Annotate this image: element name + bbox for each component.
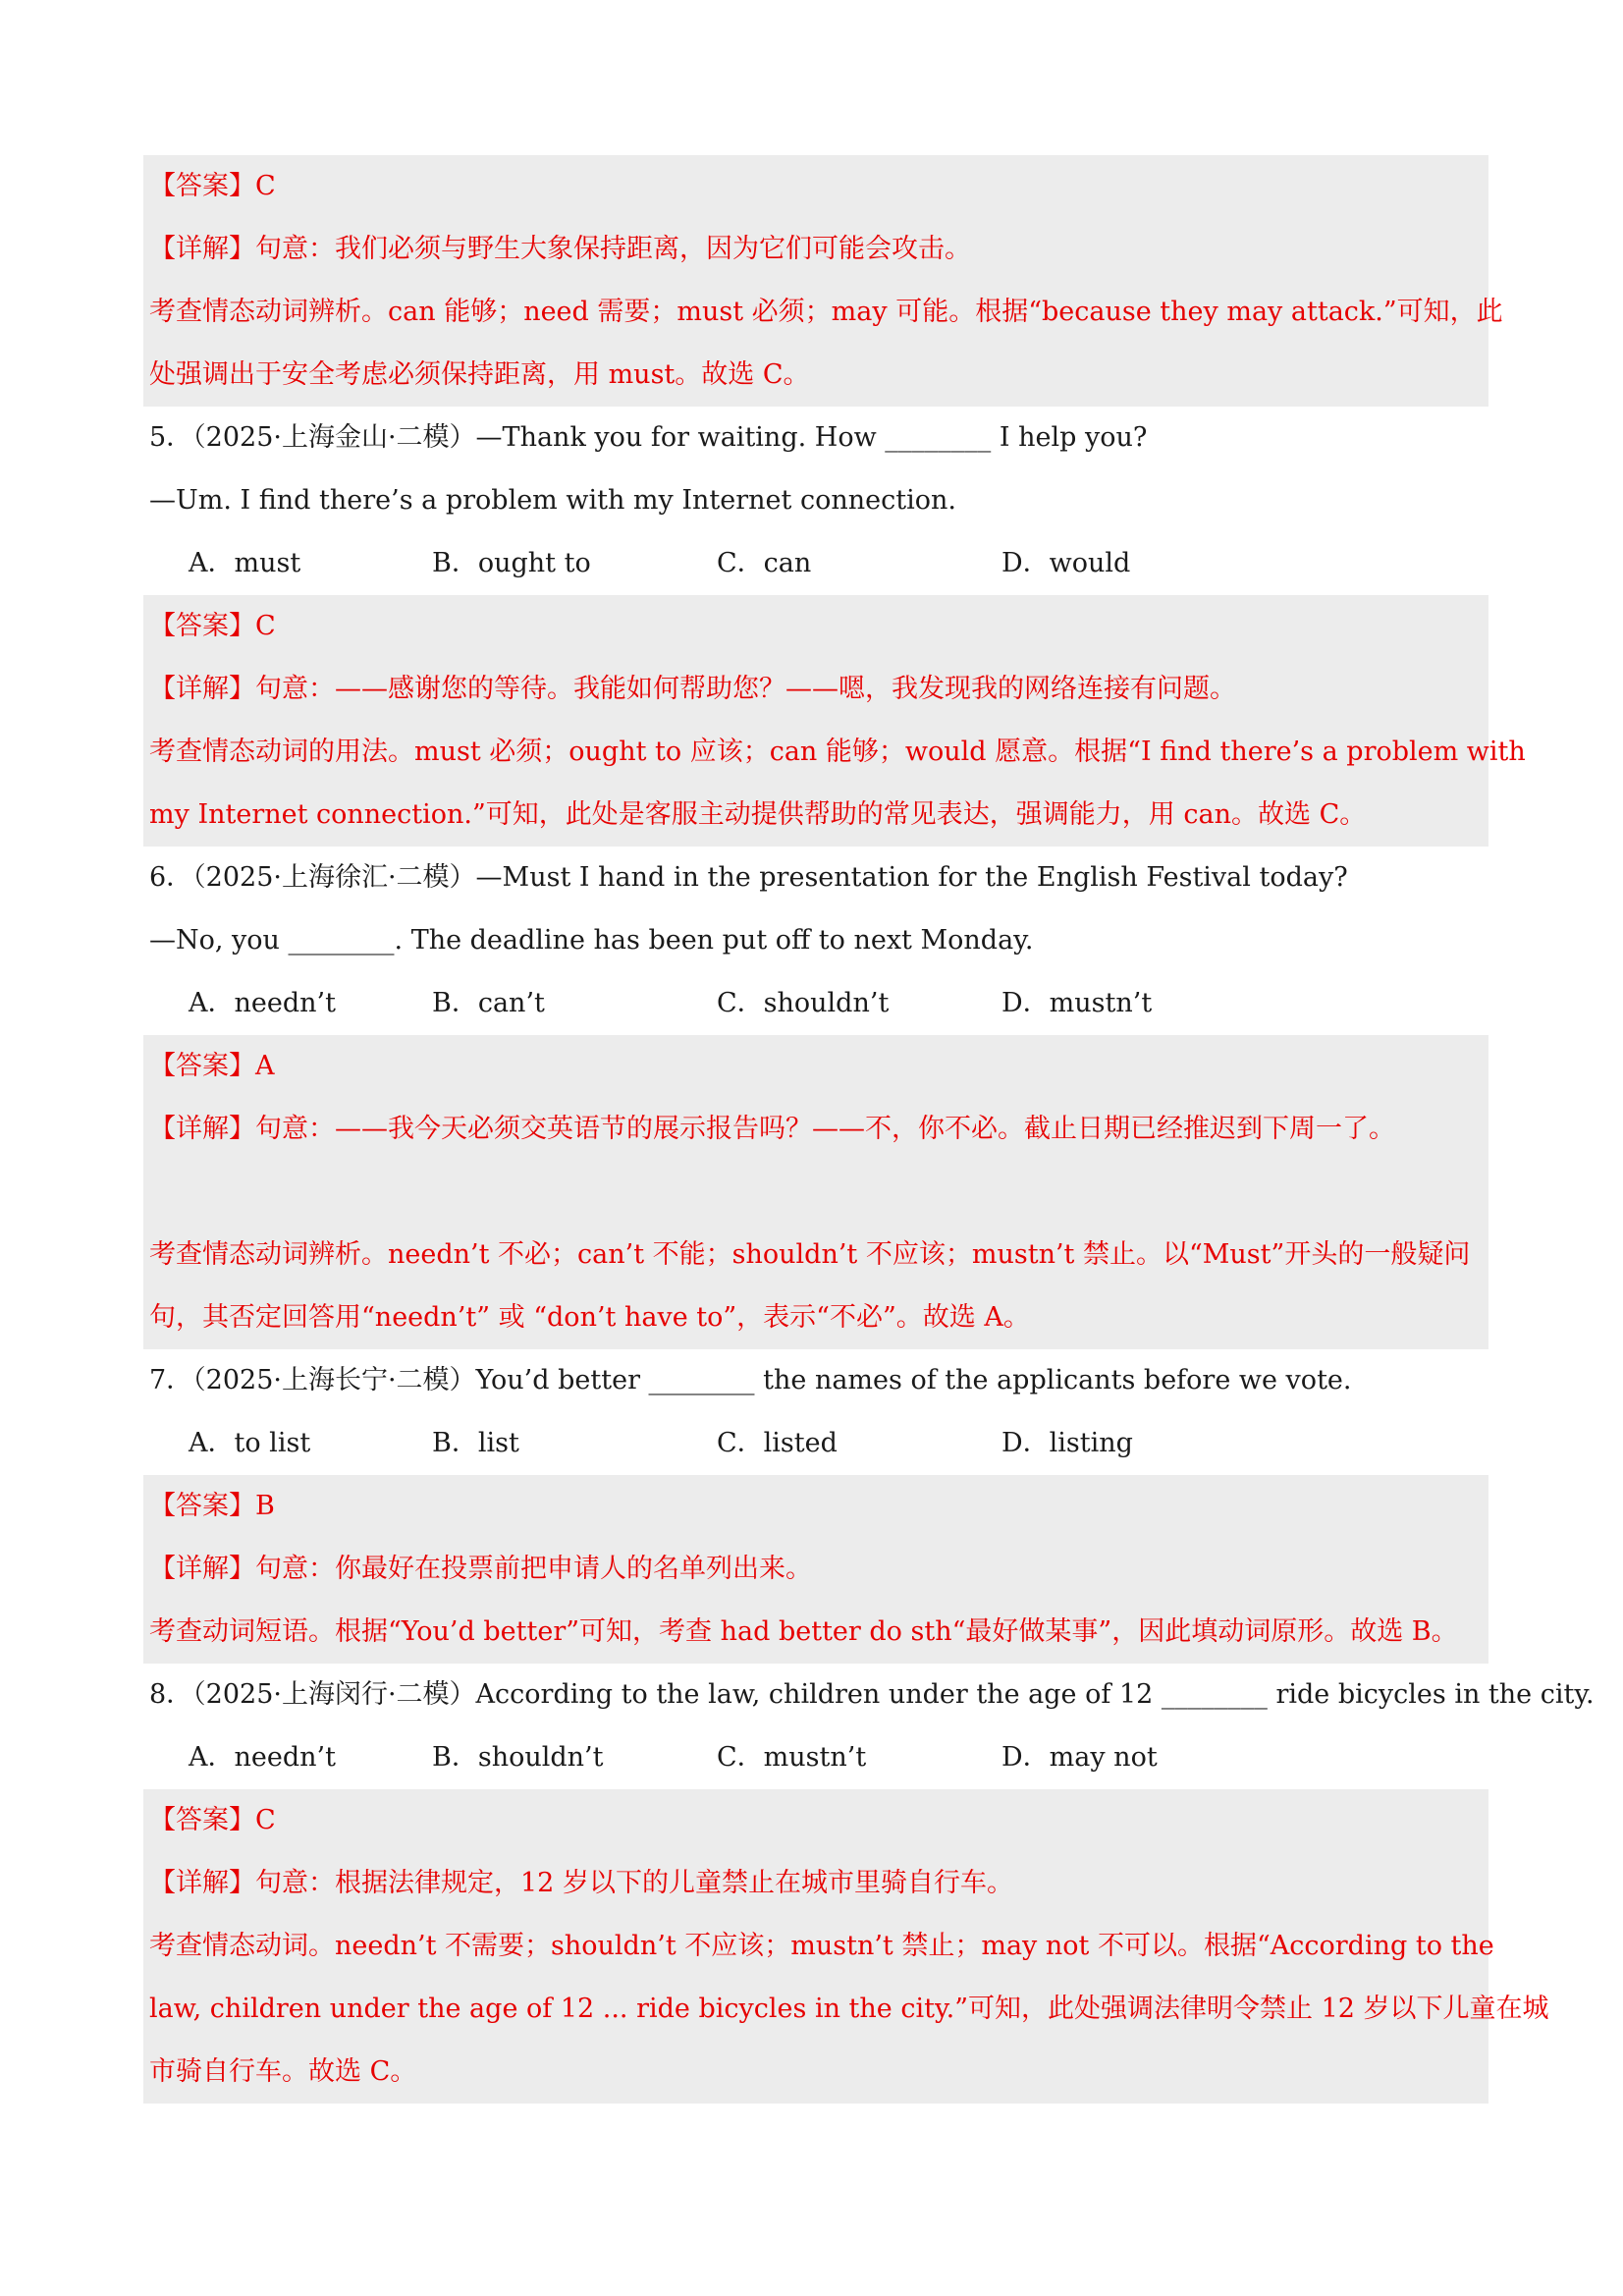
document-page (143, 155, 1595, 2104)
option-d: D．listing (1001, 1428, 1133, 1458)
analysis-text: 考查情态动词。needn’t 不需要；shouldn’t 不应该；mustn’t 禁止；may not 不可以。根据“According to the (149, 1931, 1494, 1961)
answer-box-q8 (143, 1789, 1549, 2104)
question-stem: —No, you ________. The deadline has been put off to next Monday. (149, 925, 1034, 956)
option-a: A．must (189, 548, 301, 578)
question-7 (143, 1349, 1488, 1475)
options-row (143, 1726, 1488, 1789)
question-stem: 5．（2025·上海金山·二模）—Thank you for waiting. How ________ I help you? (149, 422, 1148, 453)
answer-box-q5 (143, 595, 1526, 847)
option-b: B．can’t (432, 988, 545, 1018)
analysis-text: law, children under the age of 12 ... ride bicycles in the city.”可知，此处强调法律明令禁止 12 岁以下儿童在城 (149, 1994, 1549, 2024)
answer-label: 【答案】C (149, 171, 276, 201)
option-a: A．needn’t (189, 988, 336, 1018)
option-b: B．ought to (432, 548, 591, 578)
analysis-text: 市骑自行车。故选 C。 (149, 2056, 417, 2087)
answer-label: 【答案】C (149, 611, 276, 641)
question-stem: —Um. I find there’s a problem with my Internet connection. (149, 485, 956, 516)
options-row (143, 972, 1488, 1035)
detail-translation: 【详解】句意：我们必须与野生大象保持距离，因为它们可能会攻击。 (149, 234, 971, 264)
options-row (143, 1412, 1488, 1475)
options-row (143, 532, 1488, 595)
analysis-text: my Internet connection.”可知，此处是客服主动提供帮助的常见表达，强调能力，用 can。故选 C。 (149, 799, 1367, 830)
question-5 (143, 407, 1488, 595)
option-b: B．list (432, 1428, 519, 1458)
option-c: C．can (717, 548, 812, 578)
option-a: A．to list (189, 1428, 311, 1458)
detail-translation: 【详解】句意：——感谢您的等待。我能如何帮助您？——嗯，我发现我的网络连接有问题。 (149, 674, 1236, 704)
answer-box-q4 (143, 155, 1503, 407)
question-8 (143, 1664, 1595, 1789)
answer-box-q7 (143, 1475, 1488, 1664)
option-c: C．shouldn’t (717, 988, 890, 1018)
answer-label: 【答案】C (149, 1805, 276, 1835)
option-b: B．shouldn’t (432, 1742, 604, 1773)
answer-box-q6 (143, 1035, 1488, 1349)
detail-translation: 【详解】句意：——我今天必须交英语节的展示报告吗？——不，你不必。截止日期已经推迟到下周一了。 (149, 1114, 1395, 1144)
question-stem: 8．（2025·上海闵行·二模）According to the law, children under the age of 12 ________ ride bicycles in the city. (149, 1679, 1595, 1710)
analysis-text: 考查动词短语。根据“You’d better”可知，考查 had better do sth“最好做某事”，因此填动词原形。故选 B。 (149, 1616, 1458, 1647)
option-c: C．mustn’t (717, 1742, 867, 1773)
answer-label: 【答案】B (149, 1491, 275, 1521)
analysis-text: 考查情态动词辨析。can 能够；need 需要；must 必须；may 可能。根据“because they may attack.”可知，此 (149, 297, 1503, 327)
option-d: D．may not (1001, 1742, 1158, 1773)
question-6 (143, 847, 1488, 1035)
detail-translation: 【详解】句意：根据法律规定，12 岁以下的儿童禁止在城市里骑自行车。 (149, 1868, 1013, 1898)
detail-translation: 【详解】句意：你最好在投票前把申请人的名单列出来。 (149, 1554, 812, 1584)
option-c: C．listed (717, 1428, 838, 1458)
question-stem: 6．（2025·上海徐汇·二模）—Must I hand in the presentation for the English Festival today? (149, 862, 1348, 893)
option-a: A．needn’t (189, 1742, 336, 1773)
blank-line (143, 1161, 1488, 1224)
analysis-text: 句，其否定回答用“needn’t” 或 “don’t have to”，表示“不必”。故选 A。 (149, 1302, 1030, 1333)
analysis-text: 考查情态动词辨析。needn’t 不必；can’t 不能；shouldn’t 不应该；mustn’t 禁止。以“Must”开头的一般疑问 (149, 1239, 1471, 1270)
analysis-text: 处强调出于安全考虑必须保持距离，用 must。故选 C。 (149, 359, 810, 390)
answer-label: 【答案】A (149, 1051, 275, 1081)
option-d: D．mustn’t (1001, 988, 1153, 1018)
question-stem: 7．（2025·上海长宁·二模）You’d better ________ the names of the applicants before we vote. (149, 1365, 1352, 1395)
analysis-text: 考查情态动词的用法。must 必须；ought to 应该；can 能够；would 愿意。根据“I find there’s a problem with (149, 737, 1526, 767)
option-d: D．would (1001, 548, 1131, 578)
